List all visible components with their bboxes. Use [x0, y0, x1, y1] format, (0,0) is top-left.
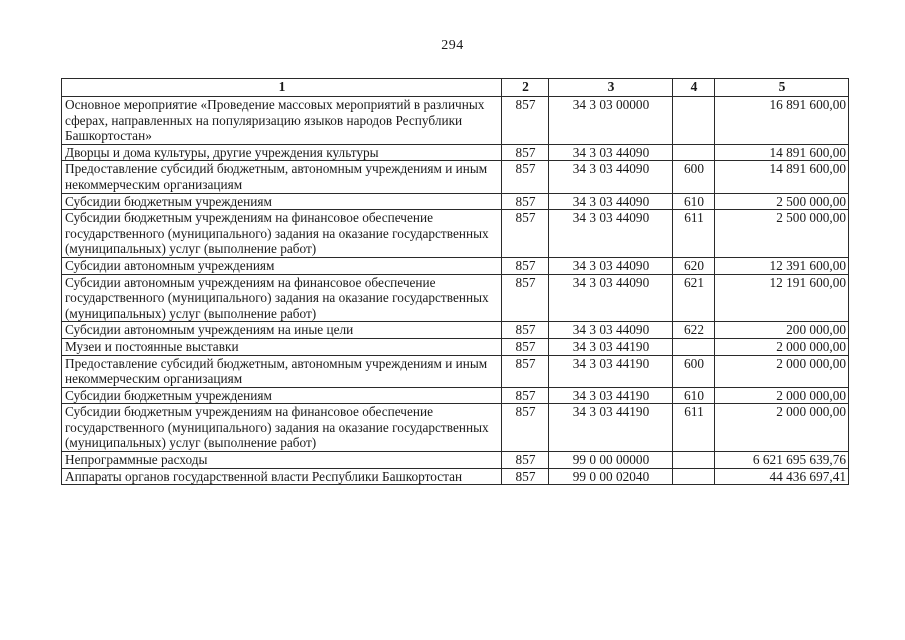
row-target-article: 34 3 03 44090	[549, 257, 673, 274]
row-target-article: 34 3 03 44090	[549, 210, 673, 258]
table-row	[62, 387, 849, 404]
table-row	[62, 144, 849, 161]
page-number: 294	[441, 38, 464, 53]
row-amount: 2 000 000,00	[715, 338, 849, 355]
table-row	[62, 97, 849, 145]
row-department-code: 857	[502, 338, 549, 355]
row-expense-type: 611	[673, 404, 715, 452]
row-target-article: 34 3 03 44090	[549, 193, 673, 210]
row-amount: 200 000,00	[715, 322, 849, 339]
row-amount: 2 000 000,00	[715, 355, 849, 387]
row-name: Предоставление субсидий бюджетным, автономным учреждениям и иным некоммерческим организациям	[62, 355, 502, 387]
row-name: Аппараты органов государственной власти Республики Башкортостан	[62, 468, 502, 485]
table-row	[62, 338, 849, 355]
column-header-2: 2	[502, 79, 549, 97]
row-name: Субсидии бюджетным учреждениям	[62, 387, 502, 404]
row-expense-type: 620	[673, 257, 715, 274]
row-expense-type: 622	[673, 322, 715, 339]
row-department-code: 857	[502, 97, 549, 145]
row-department-code: 857	[502, 161, 549, 193]
row-target-article: 99 0 00 00000	[549, 452, 673, 469]
row-name: Субсидии бюджетным учреждениям на финансовое обеспечение государственного (муниципального) задания на оказание государственных (муниципальных) услуг (выполнение работ)	[62, 210, 502, 258]
row-amount: 2 000 000,00	[715, 404, 849, 452]
row-department-code: 857	[502, 387, 549, 404]
row-expense-type	[673, 452, 715, 469]
row-name: Субсидии автономным учреждениям на финансовое обеспечение государственного (муниципального) задания на оказание государственных (муниципальных) услуг (выполнение работ)	[62, 274, 502, 322]
row-name: Непрограммные расходы	[62, 452, 502, 469]
table-row	[62, 210, 849, 258]
row-amount: 2 500 000,00	[715, 210, 849, 258]
budget-table	[61, 78, 849, 485]
table-row	[62, 404, 849, 452]
row-expense-type	[673, 338, 715, 355]
row-name: Предоставление субсидий бюджетным, автономным учреждениям и иным некоммерческим организациям	[62, 161, 502, 193]
column-header-5: 5	[715, 79, 849, 97]
row-expense-type	[673, 144, 715, 161]
row-amount: 16 891 600,00	[715, 97, 849, 145]
row-target-article: 34 3 03 44090	[549, 274, 673, 322]
row-target-article: 34 3 03 44190	[549, 387, 673, 404]
column-header-4: 4	[673, 79, 715, 97]
row-department-code: 857	[502, 404, 549, 452]
row-target-article: 34 3 03 44090	[549, 322, 673, 339]
table-row	[62, 468, 849, 485]
row-amount: 2 000 000,00	[715, 387, 849, 404]
row-amount: 2 500 000,00	[715, 193, 849, 210]
table-row	[62, 322, 849, 339]
row-name: Дворцы и дома культуры, другие учреждения культуры	[62, 144, 502, 161]
row-amount: 6 621 695 639,76	[715, 452, 849, 469]
row-expense-type: 621	[673, 274, 715, 322]
row-expense-type: 610	[673, 193, 715, 210]
row-name: Субсидии автономным учреждениям на иные цели	[62, 322, 502, 339]
row-expense-type: 610	[673, 387, 715, 404]
table-header-row	[62, 79, 849, 97]
row-name: Субсидии автономным учреждениям	[62, 257, 502, 274]
row-department-code: 857	[502, 274, 549, 322]
table-row	[62, 161, 849, 193]
row-target-article: 34 3 03 44090	[549, 161, 673, 193]
row-name: Музеи и постоянные выставки	[62, 338, 502, 355]
row-department-code: 857	[502, 210, 549, 258]
column-header-3: 3	[549, 79, 673, 97]
row-target-article: 34 3 03 44190	[549, 404, 673, 452]
row-department-code: 857	[502, 355, 549, 387]
row-name: Субсидии бюджетным учреждениям	[62, 193, 502, 210]
column-header-1: 1	[62, 79, 502, 97]
row-department-code: 857	[502, 193, 549, 210]
row-expense-type	[673, 97, 715, 145]
row-department-code: 857	[502, 468, 549, 485]
table-row	[62, 355, 849, 387]
row-expense-type: 600	[673, 355, 715, 387]
row-name: Основное мероприятие «Проведение массовых мероприятий в различных сферах, направленных на популяризацию языков народов Республики Башкортостан»	[62, 97, 502, 145]
row-department-code: 857	[502, 452, 549, 469]
row-expense-type: 600	[673, 161, 715, 193]
row-expense-type: 611	[673, 210, 715, 258]
table-row	[62, 257, 849, 274]
row-amount: 12 191 600,00	[715, 274, 849, 322]
row-expense-type	[673, 468, 715, 485]
row-target-article: 99 0 00 02040	[549, 468, 673, 485]
table-row	[62, 193, 849, 210]
row-name: Субсидии бюджетным учреждениям на финансовое обеспечение государственного (муниципального) задания на оказание государственных (муниципальных) услуг (выполнение работ)	[62, 404, 502, 452]
row-amount: 12 391 600,00	[715, 257, 849, 274]
row-department-code: 857	[502, 257, 549, 274]
row-department-code: 857	[502, 144, 549, 161]
row-amount: 44 436 697,41	[715, 468, 849, 485]
row-target-article: 34 3 03 44090	[549, 144, 673, 161]
table-body	[62, 97, 849, 485]
row-target-article: 34 3 03 00000	[549, 97, 673, 145]
row-target-article: 34 3 03 44190	[549, 338, 673, 355]
table-row	[62, 452, 849, 469]
row-amount: 14 891 600,00	[715, 144, 849, 161]
row-target-article: 34 3 03 44190	[549, 355, 673, 387]
row-department-code: 857	[502, 322, 549, 339]
row-amount: 14 891 600,00	[715, 161, 849, 193]
table-row	[62, 274, 849, 322]
